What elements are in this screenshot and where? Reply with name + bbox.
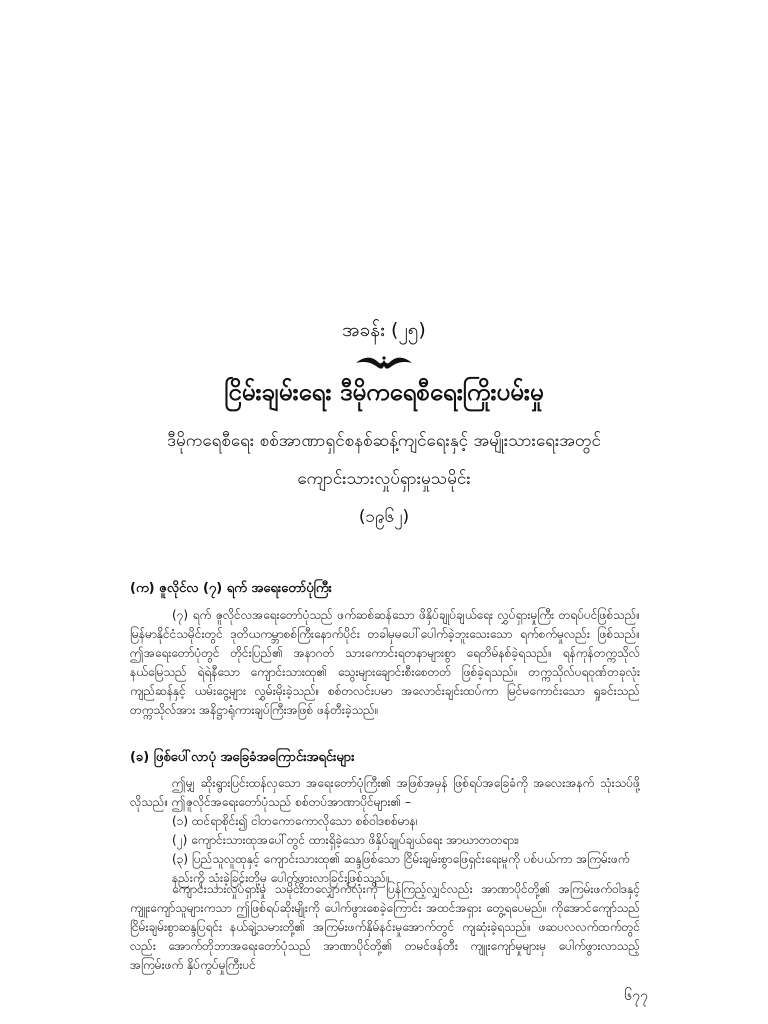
list-item: (၁) ထင်ရာစိုင်း၍ ငါတကောကောလိုသော စစ်ဝါဒစစ်မာန၊ — [172, 814, 418, 828]
list-item: (၂) ကျောင်းသားထုအပေါ်တွင် ထားရှိခဲ့သော ဖိနှိပ်ချုပ်ချယ်ရေး အာဃာတတရား၊ — [172, 833, 520, 847]
subtitle-line-2: ကျောင်းသားလှုပ်ရှားမှုသမိုင်း — [297, 469, 471, 489]
page-title: ငြိမ်းချမ်းရေး ဒီမိုကရေစီရေးကြိုးပမ်းမှု — [224, 378, 544, 406]
decorative-ornament-icon — [354, 354, 414, 372]
chapter-number: အခန်း (၂၅) — [342, 319, 426, 341]
page-number: ၆၇၇ — [624, 988, 648, 1004]
causes-list — [172, 812, 640, 888]
section-kha-paragraph-2: ကျောင်းသားလှုပ်ရှားမှု သမိုင်းတလျှောက်လုံးကို ပြန်ကြည့်လျှင်လည်း အာဏာပိုင်တို့၏ အကြမ်းဖက်ဝါဒနှင့် ကျူးကျော်သူများကသာ ဤဖြစ်ရပ်ဆိုးမျိုးကို ပေါက်ဖွားစေခဲ့ကြောင်း အထင်အရှား တွေ့ရပေမည်။ ကိုအောင်ကျော်သည် ငြိမ်းချမ်းစွာဆန္ဒပြရင်း နယ်ချဲ့သမားတို့၏ အကြမ်းဖက်နှိမ်နင်းမှုအောက်တွင် ကျဆုံးခဲ့ရသည်။ ဖဆပလလက်ထက်တွင်လည်း အောက်တိုဘာအရေးတော်ပုံသည် အာဏာပိုင်တို့၏ တမင်ဖန်တီး ကျူးကျော်မှုများမှ ပေါက်ဖွားလာသည့် အကြမ်းဖက် နှိပ်ကွပ်မှုကြီးပင် — [130, 882, 640, 972]
year-label: (၁၉၆၂) — [358, 507, 410, 527]
list-item: (၃) ပြည်သူလူထုနှင့် ကျောင်းသားထု၏ ဆန္ဒဖြစ်သော ငြိမ်းချမ်းစွာဖြေရှင်းရေးမူကို ပစ်ပယ်ကာ အကြမ်းဖက်နည်းကို သုံးခဲ့ခြင်းတို့မှ ပေါက်ဖွားလာခြင်းဖြစ်သည်။ — [172, 852, 630, 885]
subtitle-line-1: ဒီမိုကရေစီရေး စစ်အာဏာရှင်စနစ်ဆန့်ကျင်ရေးနှင့် အမျိုးသားရေးအတွင် — [167, 431, 601, 451]
section-kha-paragraph: ဤမျှ ဆိုးရွားပြင်းထန်လှသော အရေးတော်ပုံကြီး၏ အဖြစ်အမှန် ဖြစ်ရပ်အခြေခံကို အလေးအနက် သုံးသပ်ဖို့ လိုသည်။ ဤဇူလိုင်အရေးတော်ပုံသည် စစ်တပ်အာဏာပိုင်များ၏ – — [130, 776, 640, 809]
section-heading-kha: (ခ) ဖြစ်ပေါ်လာပုံ အခြေခံအကြောင်းအရင်းများ — [130, 750, 355, 765]
section-ka-paragraph: (၇) ရက် ဇူလိုင်လအရေးတော်ပုံသည် ဖက်ဆစ်ဆန်သော ဖိနှိပ်ချုပ်ချယ်ရေး လွှပ်ရှားမှုကြီး တရပ်ပင်ဖြစ်သည်။ မြန်မာနိုင်ငံသမိုင်းတွင် ဒုတိယကမ္ဘာစစ်ကြီးနောက်ပိုင်း တခါမှမပေါ်ပေါက်ခဲ့ဘူးသေးသော ရက်စက်မှုလည်း ဖြစ်သည်။ ဤအရေးတော်ပုံတွင် တိုင်းပြည်၏ အနာဂတ် သားကောင်းရတနာများစွာ ရေတိမ်နစ်ခဲ့ရသည်။ ရန်ကုန်တက္ကသိုလ် နယ်မြေသည် ရဲရဲနီသော ကျောင်းသားထု၏ သွေးများချောင်းစီးစေတတ် ဖြစ်ခဲ့ရသည်။ တက္ကသိုလ်ပရဝုဏ်တခုလုံး ကျည်ဆန်နှင့် ယမ်းငွေ့များ လွှမ်းမိုးခဲ့သည်။ စစ်တလင်းပမာ အလောင်းချင်းထပ်ကာ မြင်မကောင်းသော ရှုခင်းသည် တက္ကသိုလ်အား အနိဋ္ဌာရုံကားချပ်ကြီးအဖြစ် ဖန်တီးခဲ့သည်။ — [130, 608, 640, 717]
section-heading-ka: (က) ဇူလိုင်လ (၇) ရက် အရေးတော်ပုံကြီး — [130, 581, 332, 596]
